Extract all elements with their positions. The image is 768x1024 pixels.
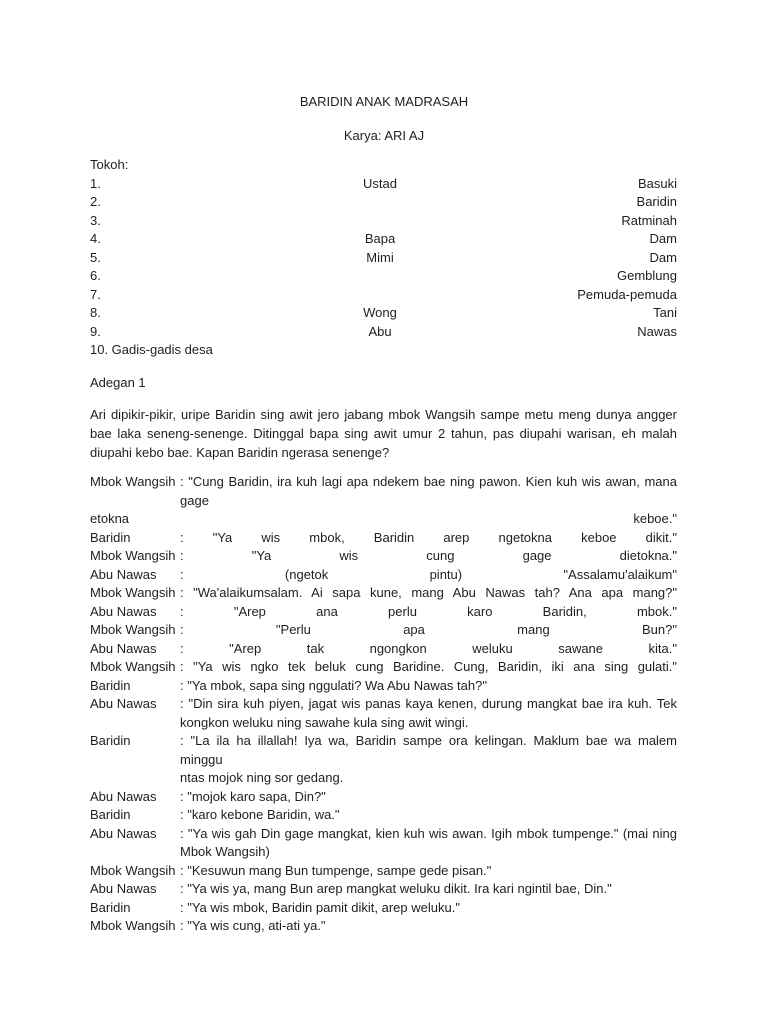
dialogue-text (180, 640, 677, 659)
speaker-name: Mbok Wangsih (90, 659, 176, 674)
dialogue-text-line: : "karo kebone Baridin, wa." (180, 807, 340, 822)
speaker-name: Mbok Wangsih (90, 548, 176, 563)
dialogue-text-line: : "Kesuwun mang Bun tumpenge, sampe gede pisan." (180, 862, 492, 878)
scene-heading: Adegan 1 (90, 375, 146, 390)
cast-section (90, 156, 677, 360)
cast-name-last: Basuki (637, 175, 677, 191)
dialogue-text (180, 732, 677, 788)
dialogue-text-line: : "Arep tak ngongkon weluku sawane kita." (180, 640, 677, 656)
dialogue-text (180, 603, 677, 622)
dialogue-text (180, 788, 677, 807)
cast-name-last: Pemuda-pemuda (577, 286, 677, 302)
play-title: BARIDIN ANAK MADRASAH (299, 94, 469, 109)
cast-name-last: Dam (649, 231, 677, 246)
cast-last-item: 10. Gadis-gadis desa (90, 342, 213, 357)
dialogue-text-line: : "Ya wis cung, ati-ati ya." (180, 918, 326, 933)
speaker-name: Mbok Wangsih (90, 585, 176, 600)
cast-number: 4. (90, 231, 101, 246)
cast-heading: Tokoh: (90, 157, 129, 172)
dialogue-line (90, 899, 677, 918)
dialogue-line (90, 566, 677, 585)
dialogue-line (90, 917, 677, 936)
dialogue-line (90, 788, 677, 807)
dialogue-text (180, 621, 677, 640)
play-author: Karya: ARI AJ (343, 128, 425, 143)
dialogue-line (90, 677, 677, 696)
dialogue-line (90, 732, 677, 788)
speaker-name: Mbok Wangsih (90, 622, 176, 637)
dialogue-text (180, 677, 677, 696)
cast-item: 1. Ustad Basuki (90, 175, 677, 194)
dialogue-text (180, 880, 677, 899)
dialogue-continuation (90, 510, 677, 529)
dialogue-line (90, 473, 677, 510)
dialogue-line (90, 658, 677, 677)
dialogue-line (90, 529, 677, 548)
dialogue-text-line: : "Perlu apa mang Bun?" (180, 622, 677, 637)
cast-item (90, 286, 677, 305)
dialogue-section (90, 473, 677, 936)
dialogue-text (180, 547, 677, 566)
speaker-name: Abu Nawas (90, 881, 157, 896)
dialogue-text-line: : (ngetok pintu) "Assalamu'alaikum" (180, 566, 677, 582)
cast-item (90, 212, 677, 231)
dialogue-text-line: : "Ya wis gah Din gage mangkat, kien kuh wis awan. Igih mbok tumpenge." (mai ning (180, 825, 677, 841)
speaker-name: Baridin (90, 807, 131, 822)
speaker-name: Abu Nawas (90, 566, 157, 582)
dialogue-text-line: : "Ya wis mbok, Baridin pamit dikit, arep weluku." (180, 899, 460, 915)
speaker-name: Mbok Wangsih (90, 918, 176, 933)
dialogue-text-line: keboe." (633, 511, 677, 526)
cast-name-last: Tani (653, 305, 677, 320)
dialogue-line (90, 603, 677, 622)
speaker-name: Baridin (90, 733, 131, 748)
speaker-name: Mbok Wangsih (90, 862, 176, 878)
dialogue-text-line: kongkon weluku ning sawahe kula sing awit wingi. (180, 714, 469, 730)
dialogue-text-line: : "Ya wis mbok, Baridin arep ngetokna keboe dikit." (180, 529, 677, 545)
dialogue-line (90, 621, 677, 640)
dialogue-text (180, 806, 677, 825)
cast-item (90, 267, 677, 286)
dialogue-line (90, 695, 677, 732)
dialogue-text (180, 825, 677, 862)
dialogue-text (180, 658, 677, 677)
dialogue-text (180, 584, 677, 603)
cast-item (90, 193, 677, 212)
dialogue-line (90, 547, 677, 566)
speaker-name: Abu Nawas (90, 696, 157, 711)
dialogue-text (180, 566, 677, 585)
speaker-name: Mbok Wangsih (90, 474, 176, 489)
cast-number: 5. (90, 249, 101, 265)
dialogue-text-line: : "Ya wis cung gage dietokna." (180, 548, 677, 563)
dialogue-line (90, 825, 677, 862)
cast-item: 5. Mimi Dam (90, 249, 677, 268)
intro-paragraph: Ari dipikir-pikir, uripe Baridin sing awit jero jabang mbok Wangsih sampe metu meng dunya angger bae laka seneng-senenge. Ditinggal bapa sing awit umur 2 tahun, pas diupahi warisan, eh malah diupahi kebo bae. Kapan Baridin ngerasa senenge? (90, 407, 677, 460)
speaker-name: Baridin (90, 677, 131, 693)
dialogue-text-line: Mbok Wangsih) (180, 844, 270, 859)
dialogue-text-line: : "mojok karo sapa, Din?" (180, 788, 326, 804)
dialogue-text-line: : "Arep ana perlu karo Baridin, mbok." (180, 603, 677, 619)
cast-name-last: Dam (649, 249, 677, 265)
cast-item: 9. Abu Nawas (90, 323, 677, 342)
cast-number: 6. (90, 268, 101, 283)
dialogue-text (180, 473, 677, 510)
cast-number: 9. (90, 323, 101, 339)
dialogue-text (180, 899, 677, 918)
speaker-name: Baridin (90, 529, 131, 545)
speaker-name: Abu Nawas (90, 640, 157, 656)
cast-number: 8. (90, 305, 101, 320)
dialogue-text-line: : "Ya wis ya, mang Bun arep mangkat weluku dikit. Ira kari ngintil bae, Din." (180, 881, 612, 896)
dialogue-text-line: : "Din sira kuh piyen, jagat wis panas kaya kenen, durung mangkat bae ira kuh. Tek (180, 696, 677, 711)
cast-number: 2. (90, 194, 101, 209)
dialogue-line (90, 584, 677, 603)
cast-name-last: Baridin (636, 194, 677, 209)
speaker-name: Abu Nawas (90, 603, 157, 619)
speaker-name: Baridin (90, 899, 131, 915)
cast-number: 7. (90, 286, 101, 302)
cast-name-last: Nawas (637, 323, 677, 339)
dialogue-text-line: : "Cung Baridin, ira kuh lagi apa ndekem bae ning pawon. Kien kuh wis awan, mana gage (180, 474, 677, 508)
dialogue-text (180, 695, 677, 732)
cast-list (90, 175, 677, 342)
dialogue-line (90, 862, 677, 881)
dialogue-text-line: : "Ya wis ngko tek beluk cung Baridine. Cung, Baridin, iki ana sing gulati." (180, 659, 677, 674)
dialogue-line (90, 880, 677, 899)
dialogue-text (180, 529, 677, 548)
dialogue-text-line: : "Wa'alaikumsalam. Ai sapa kune, mang Abu Nawas tah? Ana apa mang?" (180, 585, 677, 600)
cast-name-last: Ratminah (621, 212, 677, 228)
cast-item: 8. Wong Tani (90, 304, 677, 323)
cast-name-last: Gemblung (617, 268, 677, 283)
cast-number: 1. (90, 175, 101, 191)
dialogue-text-line: : "Ya mbok, sapa sing nggulati? Wa Abu Nawas tah?" (180, 677, 487, 693)
cast-item: 4. Bapa Dam (90, 230, 677, 249)
speaker-name: Abu Nawas (90, 788, 157, 804)
continuation-prefix: etokna (90, 511, 130, 526)
dialogue-text-line: : "La ila ha illallah! Iya wa, Baridin sampe ora kelingan. Maklum bae wa malem minggu (180, 733, 677, 767)
dialogue-text (180, 862, 677, 881)
dialogue-line (90, 640, 677, 659)
dialogue-text (180, 917, 677, 936)
speaker-name: Abu Nawas (90, 825, 157, 841)
dialogue-text-line: ntas mojok ning sor gedang. (180, 770, 344, 785)
dialogue-line (90, 806, 677, 825)
cast-number: 3. (90, 212, 101, 228)
